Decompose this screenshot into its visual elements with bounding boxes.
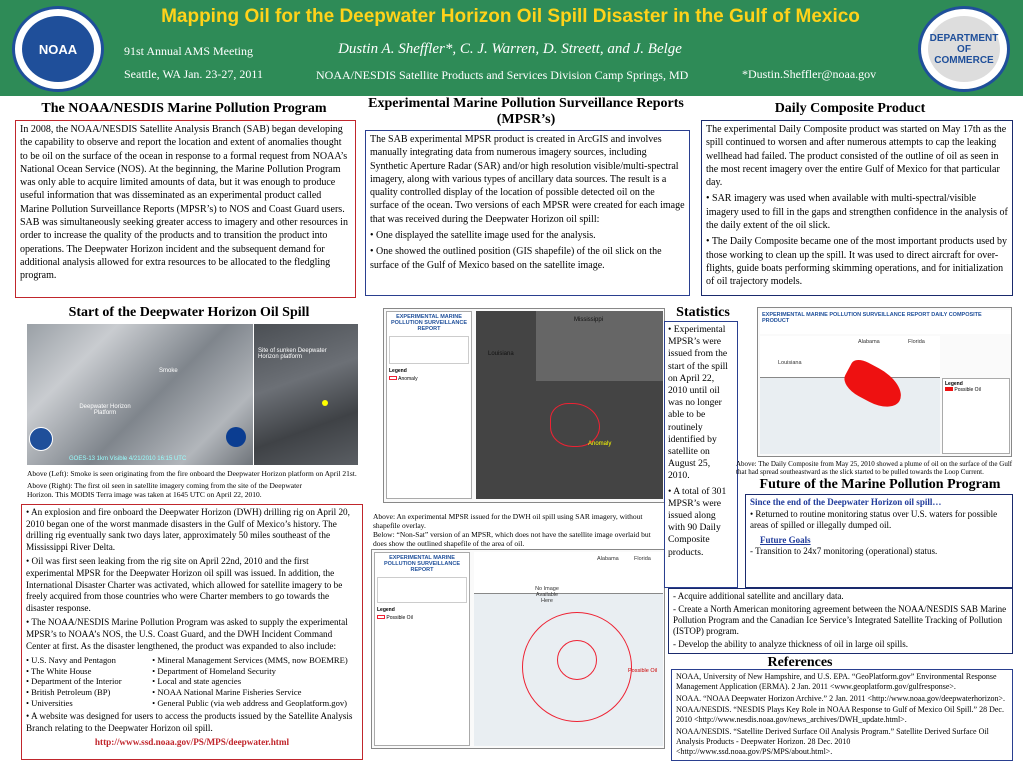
noaa-logo-text: NOAA bbox=[22, 16, 94, 82]
mpsr-title: Experimental Marine Pollution Surveillance Reports (MPSR’s) bbox=[368, 96, 684, 127]
daily-box bbox=[701, 120, 1013, 296]
list-item: • The White House bbox=[26, 665, 92, 676]
mpsr-box bbox=[365, 130, 690, 296]
anomaly-legend-label: Anomaly bbox=[398, 376, 418, 382]
sar-image bbox=[476, 311, 663, 499]
meeting-name: 91st Annual AMS Meeting bbox=[124, 44, 254, 58]
program-title: The NOAA/NESDIS Marine Pollution Program bbox=[41, 101, 327, 116]
reference-3: NOAA/NESDIS. “NESDIS Plays Key Role in NOAA Response to Gulf of Mexico Oil Spill.” 28 Dec. 2010 <http://www.nesdis.noaa.gov/news_archives/DWH_update.html>. bbox=[676, 705, 1004, 725]
program-body: In 2008, the NOAA/NESDIS Satellite Analysis Branch (SAB) began developing the capability to observe and report the location and extent of anomalies thought to be oil on the surface of the ocean in response to a formal request from NOAA’s National Ocean Service (NOS). At the beginning, the Marine Pollution Program was only able to acquire limited amounts of data, but it was enough to produce useful information that was disseminated as an experimental product called Marine Pollution Surveillance Reports (MPSR’s) to NOS and Coast Guard users. SAB was simultaneously seeking greater access to imagery and other resources in order to increase the quality of the products and to transition the product into operations. The Deepwater Horizon incident and the subsequent demand for additional analysis allowed for extra resources to be allocated to the fledgling program. bbox=[20, 124, 348, 282]
daily-title: Daily Composite Product bbox=[774, 101, 926, 116]
daily-legend-title: Legend bbox=[945, 381, 963, 387]
modis-terra-image bbox=[254, 324, 358, 465]
mpsr-map-header: EXPERIMENTAL MARINE POLLUTION SURVEILLANCE REPORT bbox=[391, 314, 467, 332]
future-box bbox=[745, 494, 1013, 588]
start-bullet-4: • A website was designed for users to access the products issued by the Satellite Analysis Branch relating to the Deepwater Horizon oil spill. bbox=[26, 711, 353, 733]
contact-email: *Dustin.Sheffler@noaa.gov bbox=[742, 67, 877, 81]
noaa-logo bbox=[12, 6, 104, 92]
reference-4: NOAA/NESDIS. “Satellite Derived Surface Oil Analysis Program.” Satellite Derived Surface Oil Analysis Products - Deepwater Horizon. 28 Dec. 2010 <http://www.ssd.noaa.gov/PS/MPS/about.html>. bbox=[676, 726, 989, 756]
sunken-platform-label: Site of sunken Deepwater Horizon platform bbox=[258, 348, 327, 360]
noaa-small-icon bbox=[29, 427, 53, 451]
affiliation: NOAA/NESDIS Satellite Products and Services Division Camp Springs, MD bbox=[316, 68, 689, 82]
start-bullet-1: • An explosion and fire onboard the Deepwater Horizon (DWH) drilling rig on April 20, 2010 began one of the worst manmade disasters in the Gulf of Mexico’s history. The drilling rig eventually sank two days later, approximately 50 miles southeast of the Mississippi River Delta. bbox=[26, 507, 350, 552]
future-goals-heading: Future Goals bbox=[760, 534, 811, 545]
daily-map-header-box bbox=[760, 310, 1012, 334]
florida-label: Florida bbox=[634, 556, 651, 562]
start-title: Start of the Deepwater Horizon Oil Spill bbox=[68, 305, 310, 320]
stats-bullet-1: • Experimental MPSR’s were issued from the start of the spill on April 22, 2010 until oil was no longer able to be routinely identified by satellite on August 25, 2010. bbox=[668, 324, 728, 482]
daily-composite-map bbox=[757, 307, 1012, 457]
possible-oil-legend-label: Possible Oil bbox=[386, 615, 413, 621]
daily-p1: The experimental Daily Composite product was started on May 17th as the spill continued to worsen and after numerous attempts to cap the leaking wellhead had failed. The product consisted of the outline of oil as seen in the most recent imagery over the entire Gulf of Mexico for that particular day. bbox=[706, 124, 1007, 189]
daily-caption: Above: The Daily Composite from May 25, 2010 showed a plume of oil on the surface of the Gulf that had spread southeastward as the slick started to be pulled towards the Loop Current. bbox=[736, 460, 1013, 477]
nonsat-map-header: EXPERIMENTAL MARINE POLLUTION SURVEILLANCE REPORT bbox=[384, 555, 460, 573]
mpsr-caption-1: Above: An experimental MPSR issued for the DWH oil spill using SAR imagery, without shapefile overlay. bbox=[373, 512, 643, 530]
stats-bullet-2: • A total of 301 MPSR’s were issued along with 90 Daily Composite products. bbox=[668, 485, 727, 558]
list-item: • Local and state agencies bbox=[152, 676, 242, 687]
anomaly-label: Anomaly bbox=[588, 441, 612, 447]
daily-possible-oil-label: Possible Oil bbox=[954, 387, 981, 393]
references-title: References bbox=[767, 655, 833, 670]
distribution-list-right bbox=[152, 655, 358, 708]
future-goal-1: - Transition to 24x7 monitoring (operational) status. bbox=[750, 546, 938, 557]
oil-outline-small bbox=[557, 640, 597, 680]
alabama-label: Alabama bbox=[597, 556, 619, 562]
future-goal-2: - Acquire additional satellite and ancillary data. bbox=[673, 591, 844, 601]
platform-label: Deepwater Horizon Platform bbox=[79, 404, 131, 416]
start-caption-1: Above (Left): Smoke is seen originating from the fire onboard the Deepwater Horizon platform on April 21st. bbox=[27, 469, 357, 478]
smoke-label: Smoke bbox=[159, 368, 178, 374]
start-bullet-3: • The NOAA/NESDIS Marine Pollution Program was asked to supply the experimental MPSR’s to NOAA’s NOS, the U.S. Coast Guard, and the DWH Incident Command Center at first. As the disaster lengthened, the product was expanded to also include: bbox=[26, 617, 348, 651]
doc-logo-text: DEPARTMENT OF COMMERCE bbox=[928, 16, 1000, 82]
mpsr-nonsat-map bbox=[371, 549, 665, 749]
mpsr-map-sidebar bbox=[386, 311, 472, 499]
list-item: • Mineral Management Services (MMS, now BOEMRE) bbox=[152, 655, 348, 666]
stats-box bbox=[664, 321, 738, 588]
list-item: • Department of Homeland Security bbox=[152, 665, 276, 676]
daily-p3: • The Daily Composite became one of the most important products used by those working to clean up the spill. It was used to direct aircraft for over-flights, guide boats performing skimming operations, and for initialization of oil trajectory models. bbox=[706, 236, 1008, 288]
nasa-small-icon bbox=[226, 427, 246, 447]
nonsat-map-sidebar bbox=[374, 552, 470, 746]
no-image-label: No Image Available Here bbox=[535, 586, 559, 604]
daily-louisiana-label: Louisiana bbox=[778, 360, 802, 366]
mpsr-sar-map bbox=[383, 308, 665, 503]
louisiana-label: Louisiana bbox=[488, 351, 514, 357]
goes-visible-image bbox=[27, 324, 253, 465]
list-item: • British Petroleum (BP) bbox=[26, 686, 111, 697]
future-goal-3: - Create a North American monitoring agreement between the NOAA/NESDIS SAB Marine Pollution Program and the Canadian Ice Service’s Integrated Satellite Tracking of Pollution (ISTOP) program. bbox=[673, 604, 1007, 636]
future-title: Future of the Marine Pollution Program bbox=[759, 477, 1001, 492]
future-since-body: • Returned to routine monitoring status over U.S. waters for possible areas of spilled or illegally dumped oil. bbox=[750, 508, 998, 531]
daily-p2: • SAR imagery was used when available with multi-spectral/visible imagery used to fill in the gaps and strengthen confidence in the analysis of the daily extent of the oil slick. bbox=[706, 193, 1008, 232]
mpsr-caption-2: Below: “Non-Sat” version of an MPSR, which does not have the satellite image overlaid but does show the outlined shapefile of the area of oil. bbox=[373, 530, 651, 548]
future-goals-box bbox=[668, 588, 1013, 654]
authors: Dustin A. Sheffler*, C. J. Warren, D. Streett, and J. Belge bbox=[338, 41, 682, 57]
mpsr-bullet-2: • One showed the outlined position (GIS shapefile) of the oil slick on the surface of the Gulf of Mexico based on the satellite image. bbox=[370, 246, 662, 271]
mpsr-bullet-1: • One displayed the satellite image used for the analysis. bbox=[370, 230, 596, 242]
reference-2: NOAA. “NOAA Deepwater Horizon Archive.” 2 Jan. 2011 <http://www.noaa.gov/deepwaterhorizon>. bbox=[676, 693, 1006, 703]
daily-map-header: EXPERIMENTAL MARINE POLLUTION SURVEILLANCE REPORT DAILY COMPOSITE PRODUCT bbox=[762, 312, 982, 324]
list-item: • NOAA National Marine Fisheries Service bbox=[152, 686, 302, 697]
list-item: • U.S. Navy and Pentagon bbox=[26, 655, 116, 666]
deepwater-website-link[interactable]: http://www.ssd.noaa.gov/PS/MPS/deepwater.html bbox=[94, 737, 290, 748]
start-box bbox=[21, 504, 363, 760]
start-caption-2: Above (Right): The first oil seen in satellite imagery coming from the site of the Deepwater Horizon. This MODIS Terra image was taken at 1645 UTC on April 22, 2010. bbox=[27, 481, 302, 499]
poster-title: Mapping Oil for the Deepwater Horizon Oil Spill Disaster in the Gulf of Mexico bbox=[161, 6, 860, 27]
daily-alabama-label: Alabama bbox=[858, 339, 880, 345]
mississippi-label: Mississippi bbox=[574, 317, 604, 323]
future-since: Since the end of the Deepwater Horizon oil spill… bbox=[750, 497, 942, 507]
list-item: • Department of the Interior bbox=[26, 676, 122, 687]
distribution-list-left bbox=[26, 655, 152, 708]
daily-florida-label: Florida bbox=[908, 339, 925, 345]
stats-title: Statistics bbox=[676, 305, 730, 320]
list-item: • General Public (via web address and Geoplatform.gov) bbox=[152, 697, 348, 708]
doc-logo bbox=[918, 6, 1010, 92]
meeting-location: Seattle, WA Jan. 23-27, 2011 bbox=[124, 67, 263, 81]
references-box bbox=[671, 669, 1013, 761]
mpsr-map-legend: Legend bbox=[389, 368, 407, 374]
list-item: • Universities bbox=[26, 697, 73, 708]
mpsr-body: The SAB experimental MPSR product is created in ArcGIS and involves manually integrating data from numerous imagery sources, including Synthetic Aperture Radar (SAR) and/or high resolution visible/multi-spectral imagery, along with various types of ancillary data sources. The result is a quality controlled display of the location of possible detected oil on the surface of the ocean. Two versions of each MPSR were created for each image that was received during the Deepwater Horizon oil spill: bbox=[370, 134, 685, 225]
program-box bbox=[15, 120, 356, 298]
nonsat-map-legend: Legend bbox=[377, 607, 395, 613]
future-goal-4: - Develop the ability to analyze thickness of oil in large oil spills. bbox=[673, 639, 909, 649]
reference-1: NOAA, University of New Hampshire, and U.S. EPA. “GeoPlatform.gov” Environmental Response Management Application (ERMA). 2 Jan. 2011 <www.geoplatform.gov/gulfresponse>. bbox=[676, 672, 997, 691]
goes-image-label: GOES-13 1km Visible 4/21/2010 16:15 UTC bbox=[69, 456, 187, 462]
daily-map-legend bbox=[942, 378, 1010, 454]
platform-marker bbox=[322, 400, 328, 406]
poster-header bbox=[0, 0, 1023, 96]
start-bullet-2: • Oil was first seen leaking from the rig site on April 22nd, 2010 and the first experimental MPSR for the Deepwater Horizon oil spill was issued. In addition, the International Disaster Charter was activated, which allowed for satellite imagery to be freely acquired from those countries who were Charter members to go towards the disaster response. bbox=[26, 556, 343, 613]
possible-oil-label: Possible Oil bbox=[628, 668, 658, 674]
distribution-lists bbox=[26, 655, 358, 708]
